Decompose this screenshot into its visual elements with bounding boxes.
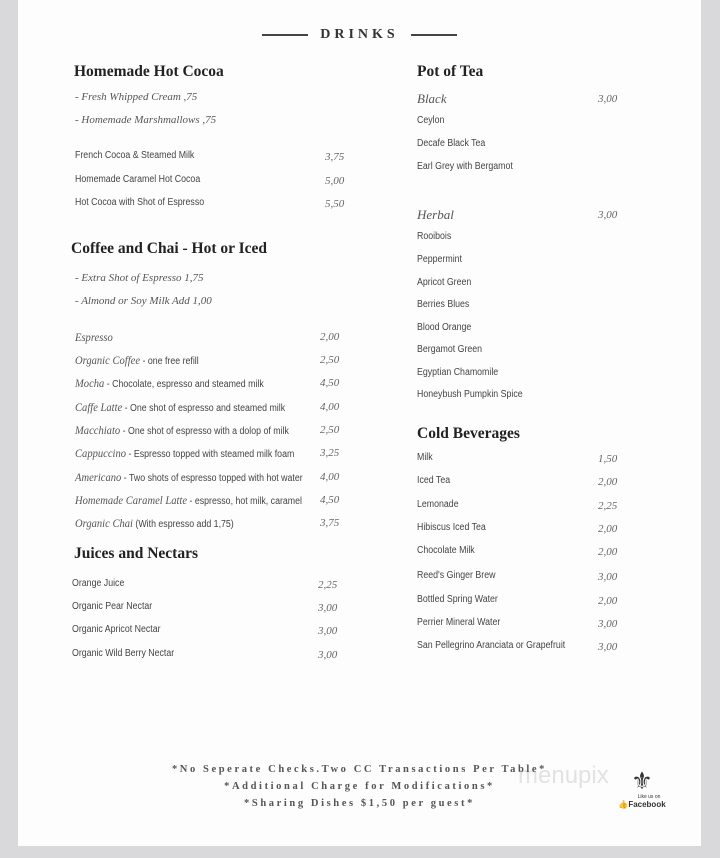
menu-item-name: French Cocoa & Steamed Milk xyxy=(75,150,195,161)
menu-item-price: 5,50 xyxy=(325,198,345,210)
menu-item-price: 2,25 xyxy=(318,579,338,591)
menu-item-price: 2,00 xyxy=(598,523,618,535)
menu-item-price: 2,50 xyxy=(320,354,340,366)
menu-item-name: Organic Chai xyxy=(75,516,133,530)
menu-item-price: 3,75 xyxy=(325,151,345,163)
menu-item-price: 3,00 xyxy=(598,571,618,583)
menu-item-name: Organic Coffee xyxy=(75,353,141,367)
footer-note: *Sharing Dishes $1,50 per guest* xyxy=(244,798,475,809)
section-heading: Cold Beverages xyxy=(417,425,520,442)
menu-item xyxy=(75,330,113,348)
menu-item-price: 2,00 xyxy=(320,331,340,343)
tea-item: Decafe Black Tea xyxy=(417,138,486,149)
menu-item-name: Espresso xyxy=(75,330,113,344)
tea-category: Herbal xyxy=(417,207,454,222)
menu-item xyxy=(75,446,294,464)
tea-item: Apricot Green xyxy=(417,277,472,288)
menu-item-price: 4,50 xyxy=(320,494,340,506)
menu-item-name: Lemonade xyxy=(417,499,459,510)
menu-item-price: 4,00 xyxy=(320,471,340,483)
menu-item-name: Bottled Spring Water xyxy=(417,594,498,605)
tea-price: 3,00 xyxy=(598,93,618,105)
menu-item-name: Organic Apricot Nectar xyxy=(72,624,161,635)
menu-item xyxy=(75,376,264,394)
menu-item-name: Hibiscus Iced Tea xyxy=(417,522,486,533)
tea-category: Black xyxy=(417,91,447,106)
menu-item-price: 3,00 xyxy=(598,618,618,630)
menu-item-name: Reed's Ginger Brew xyxy=(417,570,496,581)
menu-item-price: 1,50 xyxy=(598,453,618,465)
menu-item xyxy=(75,400,285,418)
menu-item-desc: - one free refill xyxy=(140,356,199,367)
footer-note: *No Seperate Checks.Two CC Transactions Per Table* xyxy=(171,764,548,775)
menu-item xyxy=(75,493,302,511)
menu-page xyxy=(18,0,701,846)
tea-item: Rooibois xyxy=(417,231,452,242)
menu-item-desc: - One shot of espresso and steamed milk xyxy=(122,403,286,414)
menu-item-name: Homemade Caramel Latte xyxy=(75,493,188,507)
menu-item-price: 4,50 xyxy=(320,377,340,389)
tea-item: Egyptian Chamomile xyxy=(417,367,499,378)
menu-item-name: Orange Juice xyxy=(72,578,125,589)
menu-item-price: 2,25 xyxy=(598,500,618,512)
menu-item-price: 4,00 xyxy=(320,401,340,413)
menu-item-name: Macchiato xyxy=(75,423,121,437)
footer-note: *Additional Charge for Modifications* xyxy=(224,781,495,792)
menu-item xyxy=(75,470,303,488)
menu-item xyxy=(75,516,234,534)
menu-item-desc: - Espresso topped with steamed milk foam xyxy=(126,449,295,460)
menu-item-price: 2,00 xyxy=(598,546,618,558)
fleur-de-lis-icon: ⚜ xyxy=(631,768,653,795)
menu-item-price: 2,00 xyxy=(598,476,618,488)
menu-item-name: Mocha xyxy=(75,376,105,390)
section-heading: Homemade Hot Cocoa xyxy=(74,63,224,80)
menu-title xyxy=(18,27,701,43)
tea-item: Blood Orange xyxy=(417,322,472,333)
section-heading: Pot of Tea xyxy=(417,63,484,80)
menu-item-name: Organic Wild Berry Nectar xyxy=(72,648,175,659)
addon-item: - Homemade Marshmallows ,75 xyxy=(75,114,217,126)
menu-item-price: 2,50 xyxy=(320,424,340,436)
section-heading: Juices and Nectars xyxy=(74,545,198,562)
menu-item-price: 2,00 xyxy=(598,595,618,607)
menu-item-name: Organic Pear Nectar xyxy=(72,601,153,612)
tea-item: Earl Grey with Bergamot xyxy=(417,161,513,172)
watermark: menupix xyxy=(518,762,609,789)
menu-item-price: 3,25 xyxy=(320,447,340,459)
menu-item xyxy=(75,423,289,441)
addon-item: - Extra Shot of Espresso 1,75 xyxy=(75,272,204,284)
menu-item-name: Homemade Caramel Hot Cocoa xyxy=(75,174,201,185)
menu-item-name: Caffe Latte xyxy=(75,400,123,414)
menu-item-name: Chocolate Milk xyxy=(417,545,475,556)
menu-item-desc: - One shot of espresso with a dolop of milk xyxy=(120,426,289,437)
addon-item: - Almond or Soy Milk Add 1,00 xyxy=(75,295,212,307)
facebook-label: Facebook xyxy=(628,800,666,809)
menu-item-name: Hot Cocoa with Shot of Espresso xyxy=(75,197,205,208)
title-text: DRINKS xyxy=(320,27,399,42)
section-heading: Coffee and Chai - Hot or Iced xyxy=(71,240,268,257)
tea-item: Bergamot Green xyxy=(417,344,483,355)
menu-item-price: 3,00 xyxy=(598,641,618,653)
menu-item-name: Iced Tea xyxy=(417,475,451,486)
menu-item-price: 5,00 xyxy=(325,175,345,187)
menu-item-name: Americano xyxy=(75,470,122,484)
menu-item-desc: - Chocolate, espresso and steamed milk xyxy=(104,379,264,390)
menu-item-name: Cappuccino xyxy=(75,446,127,460)
menu-item-price: 3,75 xyxy=(320,517,340,529)
tea-item: Ceylon xyxy=(417,115,445,126)
facebook-small: Like us on xyxy=(637,794,661,800)
addon-item: - Fresh Whipped Cream ,75 xyxy=(75,91,198,103)
menu-item-price: 3,00 xyxy=(318,602,338,614)
menu-item-price: 3,00 xyxy=(318,649,338,661)
tea-item: Berries Blues xyxy=(417,299,470,310)
menu-item-desc: - Two shots of espresso topped with hot water xyxy=(121,473,303,484)
menu-item xyxy=(75,353,199,371)
menu-item-price: 3,00 xyxy=(318,625,338,637)
tea-price: 3,00 xyxy=(598,209,618,221)
thumbs-up-icon: 👍 xyxy=(618,800,629,809)
menu-item-desc: (With espresso add 1,75) xyxy=(132,519,234,530)
tea-item: Peppermint xyxy=(417,254,463,265)
menu-item-name: San Pellegrino Aranciata or Grapefruit xyxy=(417,640,566,651)
menu-item-desc: - espresso, hot milk, caramel xyxy=(187,496,302,507)
menu-item-name: Milk xyxy=(417,452,433,463)
tea-item: Honeybush Pumpkin Spice xyxy=(417,389,523,400)
menu-item-name: Perrier Mineral Water xyxy=(417,617,501,628)
